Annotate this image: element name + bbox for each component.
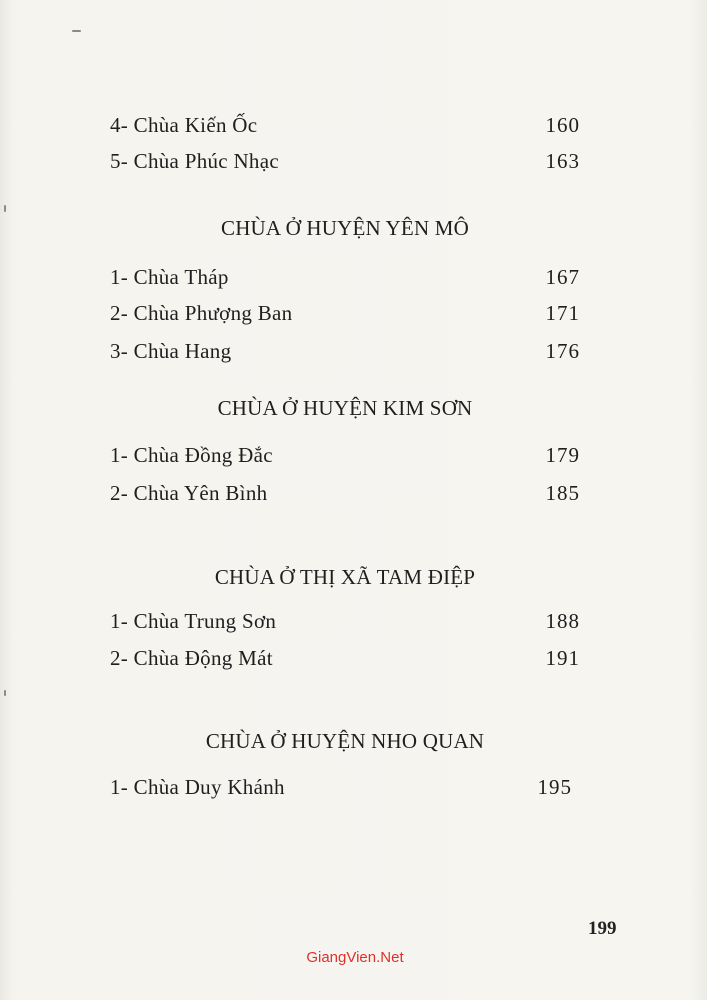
toc-entry-page: 176	[545, 339, 580, 363]
print-speck	[4, 690, 6, 696]
toc-entry	[110, 146, 580, 176]
toc-entry	[110, 643, 580, 673]
toc-entry-title: 4- Chùa Kiến Ốc	[110, 113, 258, 137]
toc-entry-title: 1- Chùa Tháp	[110, 265, 229, 289]
print-speck	[4, 205, 6, 212]
toc-entry-title: 2- Chùa Phượng Ban	[110, 301, 293, 325]
toc-entry-title: 2- Chùa Yên Bình	[110, 481, 268, 505]
section-heading: CHÙA Ở HUYỆN KIM SƠN	[217, 396, 473, 420]
toc-entry-page: 191	[545, 646, 580, 670]
toc-entry-title: 1- Chùa Đồng Đắc	[110, 443, 273, 467]
print-speck	[72, 30, 81, 32]
toc-entry	[110, 298, 580, 328]
toc-entry	[110, 478, 580, 508]
watermark-link[interactable]: GiangVien.Net	[306, 949, 404, 966]
toc-entry-title: 5- Chùa Phúc Nhạc	[110, 149, 279, 173]
section-heading: CHÙA Ở HUYỆN YÊN MÔ	[220, 216, 470, 240]
toc-entry-title: 2- Chùa Động Mát	[110, 646, 273, 670]
toc-entry-page: 195	[537, 775, 572, 799]
toc-entry-page: 160	[545, 113, 580, 137]
toc-entry	[110, 440, 580, 470]
toc-entry-page: 167	[545, 265, 580, 289]
toc-entry-page: 171	[545, 301, 580, 325]
toc-entry	[110, 110, 580, 140]
toc-entry-title: 1- Chùa Trung Sơn	[110, 609, 277, 633]
toc-entry-page: 163	[545, 149, 580, 173]
toc-entry-title: 3- Chùa Hang	[110, 339, 232, 363]
toc-entry	[110, 262, 580, 292]
toc-entry-page: 179	[545, 443, 580, 467]
toc-entry-page: 185	[545, 481, 580, 505]
toc-entry	[110, 336, 580, 366]
toc-entry-page: 188	[545, 609, 580, 633]
toc-entry	[110, 772, 572, 802]
section-heading: CHÙA Ở THỊ XÃ TAM ĐIỆP	[214, 565, 476, 589]
page-number: 199	[588, 918, 617, 939]
toc-entry-title: 1- Chùa Duy Khánh	[110, 775, 285, 799]
toc-entry	[110, 606, 580, 636]
section-heading: CHÙA Ở HUYỆN NHO QUAN	[205, 729, 485, 753]
